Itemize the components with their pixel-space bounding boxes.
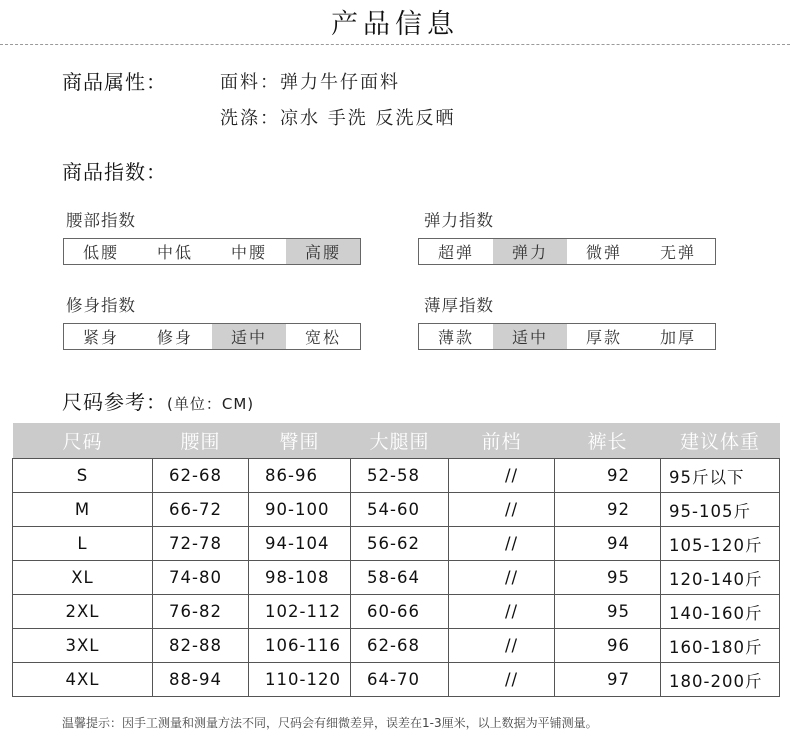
table-row <box>13 527 780 561</box>
cell-thigh: 60-66 <box>351 595 449 629</box>
cell-length: 92 <box>555 493 661 527</box>
stretch-index-title: 弹力指数 <box>424 211 494 230</box>
cell-length: 92 <box>555 459 661 493</box>
cell-front-rise: // <box>449 527 555 561</box>
cell-waist: 74-80 <box>153 561 249 595</box>
stretch-option: 超弹 <box>437 243 474 262</box>
cell-size: XL <box>13 561 153 595</box>
cell-weight: 95斤以下 <box>661 459 780 493</box>
cell-length: 97 <box>555 663 661 697</box>
waist-index-title: 腰部指数 <box>66 211 136 230</box>
waist-option: 中腰 <box>230 243 267 262</box>
cell-size: M <box>13 493 153 527</box>
table-row <box>13 595 780 629</box>
cell-length: 94 <box>555 527 661 561</box>
cell-weight: 120-140斤 <box>661 561 780 595</box>
cell-front-rise: // <box>449 595 555 629</box>
table-row <box>13 459 780 493</box>
cell-thigh: 52-58 <box>351 459 449 493</box>
fit-index-scale <box>63 323 361 350</box>
index-label: 商品指数： <box>62 160 167 184</box>
waist-option: 低腰 <box>82 243 119 262</box>
header-hip: 臀围 <box>249 423 351 459</box>
cell-front-rise: // <box>449 493 555 527</box>
header-length: 裤长 <box>555 423 661 459</box>
cell-length: 95 <box>555 595 661 629</box>
header-front-rise: 前档 <box>449 423 555 459</box>
cell-front-rise: // <box>449 561 555 595</box>
cell-length: 96 <box>555 629 661 663</box>
cell-thigh: 56-62 <box>351 527 449 561</box>
wash-info: 洗涤：凉水 手洗 反洗反晒 <box>220 108 456 129</box>
table-row <box>13 663 780 697</box>
header-thigh: 大腿围 <box>351 423 449 459</box>
cell-size: 4XL <box>13 663 153 697</box>
stretch-option: 无弹 <box>659 243 696 262</box>
cell-weight: 140-160斤 <box>661 595 780 629</box>
table-row <box>13 493 780 527</box>
cell-waist: 76-82 <box>153 595 249 629</box>
fit-option: 宽松 <box>304 328 341 347</box>
page-title: 产品信息 <box>331 9 459 40</box>
waist-option: 高腰 <box>286 239 360 264</box>
size-ref-heading <box>62 386 254 415</box>
cell-hip: 110-120 <box>249 663 351 697</box>
cell-hip: 106-116 <box>249 629 351 663</box>
thickness-option: 薄款 <box>437 328 474 347</box>
table-row <box>13 629 780 663</box>
size-ref-label: 尺码参考： <box>62 390 167 414</box>
fit-option: 修身 <box>156 328 193 347</box>
cell-thigh: 64-70 <box>351 663 449 697</box>
cell-front-rise: // <box>449 663 555 697</box>
table-row <box>13 561 780 595</box>
cell-hip: 98-108 <box>249 561 351 595</box>
cell-waist: 82-88 <box>153 629 249 663</box>
cell-front-rise: // <box>449 459 555 493</box>
cell-length: 95 <box>555 561 661 595</box>
waist-option: 中低 <box>156 243 193 262</box>
fit-option: 适中 <box>212 324 286 349</box>
cell-hip: 102-112 <box>249 595 351 629</box>
cell-waist: 88-94 <box>153 663 249 697</box>
fit-option: 紧身 <box>82 328 119 347</box>
cell-front-rise: // <box>449 629 555 663</box>
title-divider <box>0 44 790 45</box>
thickness-option: 适中 <box>493 324 567 349</box>
thickness-option: 加厚 <box>659 328 696 347</box>
size-table-header <box>13 423 780 459</box>
cell-hip: 86-96 <box>249 459 351 493</box>
cell-hip: 90-100 <box>249 493 351 527</box>
thickness-option: 厚款 <box>585 328 622 347</box>
size-ref-unit: (单位：CM) <box>167 395 255 413</box>
cell-weight: 105-120斤 <box>661 527 780 561</box>
waist-index-scale <box>63 238 361 265</box>
fit-index-title: 修身指数 <box>66 296 136 315</box>
header-size: 尺码 <box>13 423 153 459</box>
cell-size: 3XL <box>13 629 153 663</box>
stretch-option: 弹力 <box>493 239 567 264</box>
cell-weight: 180-200斤 <box>661 663 780 697</box>
cell-waist: 66-72 <box>153 493 249 527</box>
cell-waist: 72-78 <box>153 527 249 561</box>
cell-size: 2XL <box>13 595 153 629</box>
cell-hip: 94-104 <box>249 527 351 561</box>
cell-thigh: 54-60 <box>351 493 449 527</box>
thickness-index-title: 薄厚指数 <box>424 296 494 315</box>
header-waist: 腰围 <box>153 423 249 459</box>
thickness-index-scale <box>418 323 716 350</box>
size-table <box>12 423 780 697</box>
stretch-index-scale <box>418 238 716 265</box>
cell-thigh: 58-64 <box>351 561 449 595</box>
cell-size: S <box>13 459 153 493</box>
cell-waist: 62-68 <box>153 459 249 493</box>
disclaimer-note: 温馨提示：因手工测量和测量方法不同，尺码会有细微差异，误差在1-3厘米，以上数据为平铺测量。 <box>62 716 598 730</box>
header-weight: 建议体重 <box>661 423 780 459</box>
attributes-label: 商品属性： <box>62 70 167 94</box>
cell-thigh: 62-68 <box>351 629 449 663</box>
fabric-info: 面料：弹力牛仔面料 <box>220 72 400 93</box>
cell-size: L <box>13 527 153 561</box>
cell-weight: 160-180斤 <box>661 629 780 663</box>
cell-weight: 95-105斤 <box>661 493 780 527</box>
stretch-option: 微弹 <box>585 243 622 262</box>
